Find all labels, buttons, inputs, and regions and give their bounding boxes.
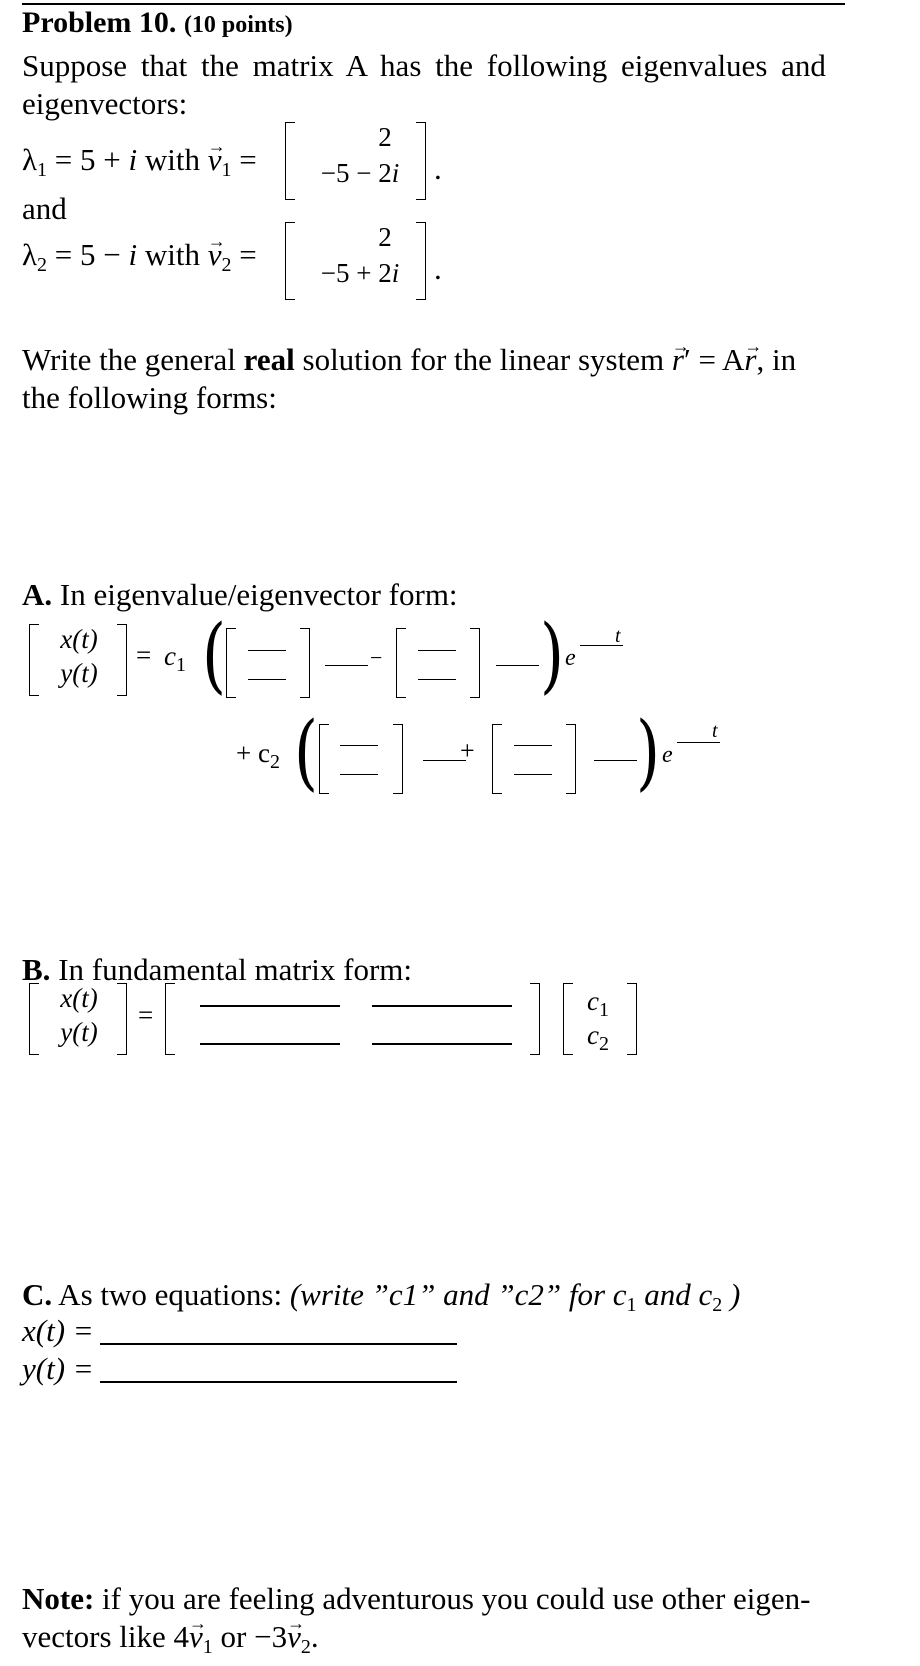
c-y-answer-blank[interactable] bbox=[100, 1381, 457, 1383]
a-row2-b2-top-blank bbox=[514, 745, 552, 746]
a-x-entry: x(t) bbox=[60, 624, 98, 654]
part-b-text: In fundamental matrix form: bbox=[50, 952, 412, 987]
note-v2: → v bbox=[287, 1618, 301, 1656]
a-row1-t: t bbox=[615, 625, 621, 647]
note-label: Note: bbox=[22, 1581, 95, 1616]
a-row2-b2-left bbox=[492, 724, 502, 794]
part-c-label: C. bbox=[22, 1277, 53, 1312]
b-c-left-bracket bbox=[563, 983, 573, 1055]
v2-bottom-entry bbox=[300, 258, 420, 289]
task-prime-eq: ′ = A bbox=[683, 342, 745, 377]
lambda-2-imag: i bbox=[128, 237, 138, 272]
a-row1-b2-left bbox=[396, 628, 406, 698]
v1-equals: = bbox=[231, 142, 257, 177]
lambda-2-symbol: λ bbox=[22, 237, 38, 272]
b-xy-left-bracket bbox=[29, 983, 39, 1055]
task-line-2: the following forms: bbox=[22, 380, 277, 415]
v2-right-bracket bbox=[416, 222, 426, 300]
b-c2-entry bbox=[578, 1020, 618, 1056]
task-pre: Write the general bbox=[22, 342, 244, 377]
problem-title bbox=[22, 4, 293, 44]
lambda-1-symbol: λ bbox=[22, 142, 38, 177]
c-x-answer-blank[interactable] bbox=[100, 1343, 457, 1345]
a-row1-b1-right bbox=[300, 628, 310, 698]
note-text-2c: . bbox=[310, 1619, 319, 1654]
a-row2-b1-top-blank bbox=[340, 745, 378, 746]
lambda-1-imag: i bbox=[128, 142, 138, 177]
r-vector-2: → r bbox=[744, 341, 756, 379]
a-row1-minus: − bbox=[370, 645, 383, 670]
a-row1-b1-left bbox=[226, 628, 236, 698]
part-a-heading bbox=[22, 576, 458, 614]
a-row1-trig2-blank bbox=[496, 665, 539, 666]
a-row2-b1-right bbox=[393, 724, 403, 794]
a-row2-t: t bbox=[712, 720, 718, 742]
note-line-2 bbox=[22, 1618, 319, 1666]
part-c-heading bbox=[22, 1276, 740, 1324]
part-c-note-idx1: 1 bbox=[626, 1294, 637, 1316]
task-bold-real: real bbox=[243, 342, 295, 377]
note-line-1 bbox=[22, 1580, 811, 1618]
c-x-label: x(t) = bbox=[22, 1313, 94, 1348]
a-xy-right-bracket bbox=[117, 624, 127, 696]
b-matrix-left-bracket bbox=[165, 983, 175, 1055]
a-xy-left-bracket bbox=[29, 624, 39, 696]
a-row2-trig2-blank bbox=[594, 760, 637, 761]
task-mid: solution for the linear system bbox=[294, 342, 672, 377]
b-xy-right-bracket bbox=[117, 983, 127, 1055]
a-row1-e: e bbox=[565, 645, 576, 671]
note-v1-index: 1 bbox=[202, 1636, 213, 1658]
b-matrix-r2c1-blank bbox=[200, 1043, 340, 1045]
b-y-entry: y(t) bbox=[60, 1017, 98, 1047]
part-c-note: (write ”c1” and ”c2” for c bbox=[289, 1277, 627, 1312]
b-matrix-r1c1-blank bbox=[200, 1005, 340, 1007]
v2-bottom-imag: i bbox=[391, 258, 400, 288]
problem-number: Problem 10. bbox=[22, 6, 177, 39]
note-v1: → v bbox=[189, 1618, 203, 1656]
intro-line-1: Suppose that the matrix A has the following eigenvalues and bbox=[22, 48, 826, 83]
a-row1-right-paren: ) bbox=[540, 608, 564, 703]
b-x-entry: x(t) bbox=[60, 983, 98, 1013]
a-row2-left-paren: ( bbox=[294, 705, 318, 800]
v1-period: . bbox=[434, 151, 442, 186]
a-c1-letter: c bbox=[164, 641, 176, 671]
a-row2-b2-right bbox=[566, 724, 576, 794]
and-text: and bbox=[22, 191, 67, 226]
note-text-2b: or −3 bbox=[212, 1619, 288, 1654]
a-row1-b2-bottom-blank bbox=[418, 679, 456, 680]
a-y-entry: y(t) bbox=[60, 658, 98, 688]
v1-bottom-entry bbox=[300, 158, 420, 189]
eigen-1-statement bbox=[22, 141, 257, 189]
a-row2-b2-bottom-blank bbox=[514, 774, 552, 775]
part-a-label: A. bbox=[22, 577, 53, 612]
part-c-text: As two equations: bbox=[52, 1277, 290, 1312]
b-c1-letter: c bbox=[587, 986, 599, 1016]
a-row2-b1-left bbox=[319, 724, 329, 794]
a-row1-trig1-blank bbox=[325, 665, 368, 666]
part-c-note-end: ) bbox=[722, 1277, 741, 1312]
v1-symbol: → v bbox=[208, 141, 222, 179]
a-equals: = bbox=[136, 640, 152, 670]
v1-bottom-imag: i bbox=[391, 158, 400, 188]
note-text-1: if you are feeling adventurous you could use other eigen- bbox=[94, 1581, 811, 1616]
note-v2-index: 2 bbox=[300, 1636, 311, 1658]
v2-equals: = bbox=[231, 237, 257, 272]
v2-index: 2 bbox=[221, 254, 232, 276]
a-c1-index: 1 bbox=[175, 654, 186, 676]
b-matrix-r1c2-blank bbox=[372, 1005, 512, 1007]
task-post: , in bbox=[756, 342, 797, 377]
v2-period: . bbox=[434, 251, 442, 286]
part-c-note-idx2: 2 bbox=[712, 1294, 723, 1316]
part-b-label: B. bbox=[22, 952, 51, 987]
with-text: with bbox=[137, 142, 208, 177]
part-a-text: In eigenvalue/eigenvector form: bbox=[52, 577, 458, 612]
b-matrix-right-bracket bbox=[530, 983, 540, 1055]
a-c2-index: 2 bbox=[269, 751, 280, 773]
lambda-1-value: = 5 + bbox=[54, 142, 129, 177]
a-row2-b1-bottom-blank bbox=[340, 774, 378, 775]
v1-index: 1 bbox=[221, 159, 232, 181]
a-row1-b2-right bbox=[470, 628, 480, 698]
v1-left-bracket bbox=[285, 122, 295, 200]
lambda-2-index: 2 bbox=[37, 254, 48, 276]
eigen-2-statement bbox=[22, 236, 257, 284]
problem-points: (10 points) bbox=[183, 12, 293, 38]
a-c2-letter: + c bbox=[236, 738, 270, 768]
b-c-right-bracket bbox=[627, 983, 637, 1055]
intro-line-2: eigenvectors: bbox=[22, 86, 188, 121]
a-row1-left-paren: ( bbox=[202, 608, 226, 703]
part-c-note-and: and c bbox=[636, 1277, 713, 1312]
r-vector: → r bbox=[672, 341, 684, 379]
b-equals: = bbox=[138, 1000, 154, 1030]
b-c2-letter: c bbox=[587, 1020, 599, 1050]
a-c1 bbox=[164, 641, 186, 677]
with-text-2: with bbox=[137, 237, 208, 272]
v2-symbol: → v bbox=[208, 236, 222, 274]
a-row2-right-paren: ) bbox=[636, 705, 660, 800]
a-row1-b1-top-blank bbox=[248, 650, 286, 651]
v2-left-bracket bbox=[285, 222, 295, 300]
b-c2-index: 2 bbox=[598, 1033, 609, 1055]
v2-top-entry: 2 bbox=[378, 222, 392, 252]
v1-top-entry: 2 bbox=[378, 122, 392, 152]
a-row2-e: e bbox=[662, 742, 673, 768]
a-row2-plus: + bbox=[460, 736, 475, 765]
lambda-1-index: 1 bbox=[37, 159, 48, 181]
v1-right-bracket bbox=[416, 122, 426, 200]
a-c2 bbox=[236, 738, 280, 774]
a-row1-b1-bottom-blank bbox=[248, 679, 286, 680]
c-y-label: y(t) = bbox=[22, 1351, 94, 1386]
note-text-2a: vectors like 4 bbox=[22, 1619, 190, 1654]
v1-bottom-real: −5 − 2 bbox=[320, 158, 392, 188]
lambda-2-value: = 5 − bbox=[54, 237, 129, 272]
a-row1-b2-top-blank bbox=[418, 650, 456, 651]
v2-bottom-real: −5 + 2 bbox=[320, 258, 392, 288]
b-matrix-r2c2-blank bbox=[372, 1043, 512, 1045]
task-line-1 bbox=[22, 341, 796, 379]
b-c1-entry bbox=[578, 986, 618, 1022]
b-c1-index: 1 bbox=[598, 999, 609, 1021]
